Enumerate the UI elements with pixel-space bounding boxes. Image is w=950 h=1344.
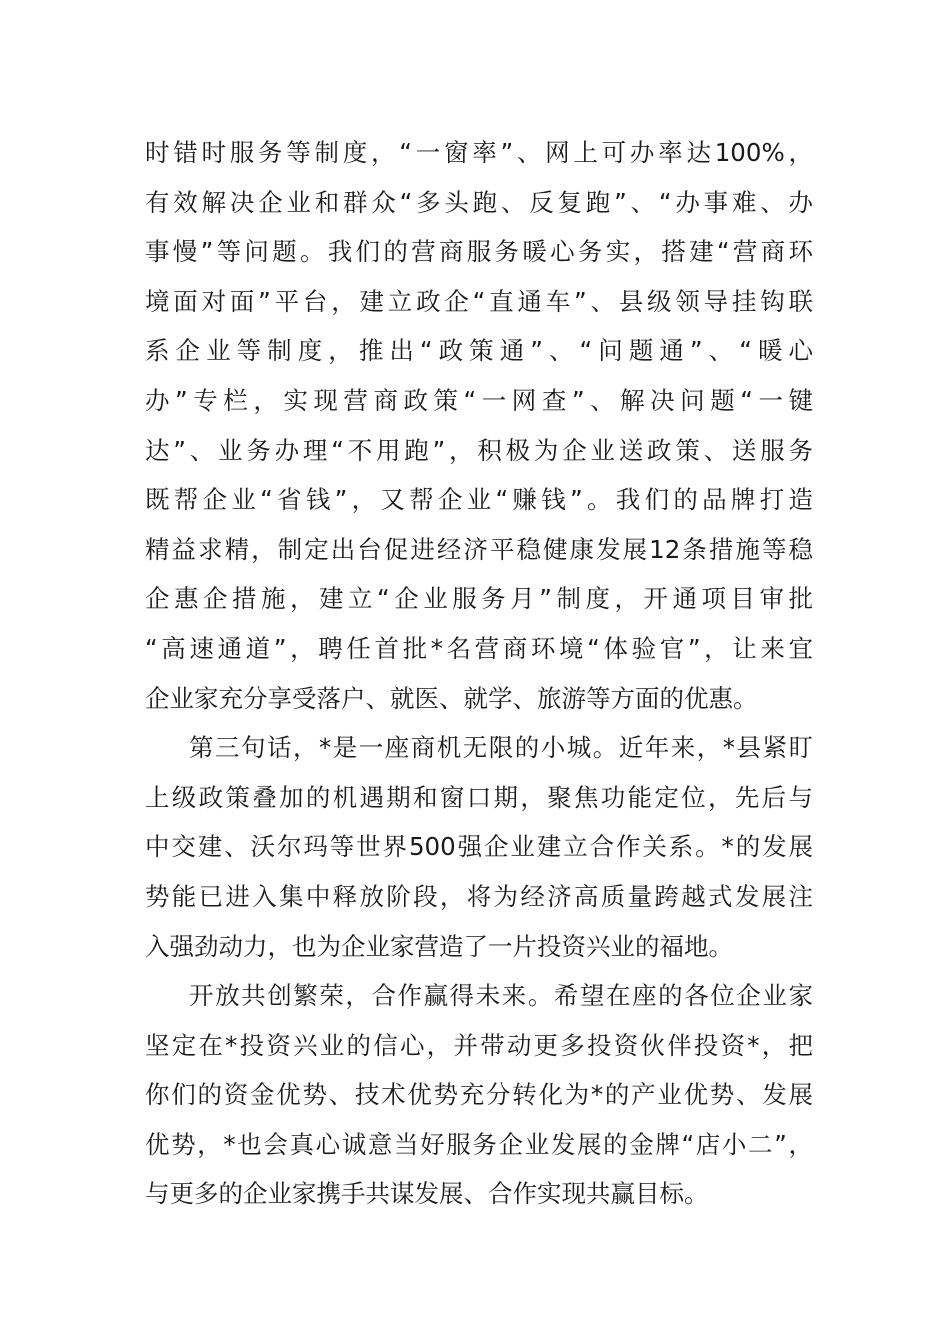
text-line: 势能已进入集中释放阶段，将为经济高质量跨越式发展注 — [145, 881, 813, 911]
text-line: 精益求精，制定出台促进经济平稳健康发展12条措施等稳 — [145, 534, 813, 564]
text-line: 有效解决企业和群众“多头跑、反复跑”、“办事难、办 — [145, 187, 813, 217]
text-line: 上级政策叠加的机遇期和窗口期，聚焦功能定位，先后与 — [145, 782, 813, 812]
text-line: 既帮企业“省钱”，又帮企业“赚钱”。我们的品牌打造 — [145, 485, 813, 515]
text-line: “高速通道”，聘任首批*名营商环境“体验官”，让来宜 — [145, 633, 813, 663]
text-line: 时错时服务等制度，“一窗率”、网上可办率达100%， — [145, 138, 813, 167]
text-line: 优势，*也会真心诚意当好服务企业发展的金牌“店小二”， — [145, 1129, 813, 1159]
text-line: 你们的资金优势、技术优势充分转化为*的产业优势、发展 — [145, 1080, 813, 1110]
body-text — [145, 128, 813, 1219]
text-line: 办”专栏，实现营商政策“一网查”、解决问题“一键 — [145, 385, 813, 415]
text-line: 入强劲动力，也为企业家营造了一片投资兴业的福地。 — [145, 931, 733, 961]
text-line: 达”、业务办理“不用跑”，积极为企业送政策、送服务 — [145, 435, 813, 465]
paragraph-first-line: 第三句话，*是一座商机无限的小城。近年来，*县紧盯 — [189, 733, 813, 763]
text-line: 系企业等制度，推出“政策通”、“问题通”、“暖心 — [145, 336, 813, 366]
text-line: 与更多的企业家携手共谋发展、合作实现共赢目标。 — [145, 1179, 709, 1209]
text-line: 企业家充分享受落户、就医、就学、旅游等方面的优惠。 — [145, 683, 758, 713]
text-line: 企惠企措施，建立“企业服务月”制度，开通项目审批 — [145, 584, 813, 614]
text-line: 境面对面”平台，建立政企“直通车”、县级领导挂钩联 — [145, 286, 813, 316]
text-line: 事慢”等问题。我们的营商服务暖心务实，搭建“营商环 — [145, 237, 813, 267]
paragraph-first-line: 开放共创繁荣，合作赢得未来。希望在座的各位企业家 — [189, 981, 813, 1011]
text-line: 中交建、沃尔玛等世界500强企业建立合作关系。*的发展 — [145, 832, 813, 862]
text-line: 坚定在*投资兴业的信心，并带动更多投资伙伴投资*，把 — [145, 1030, 813, 1060]
